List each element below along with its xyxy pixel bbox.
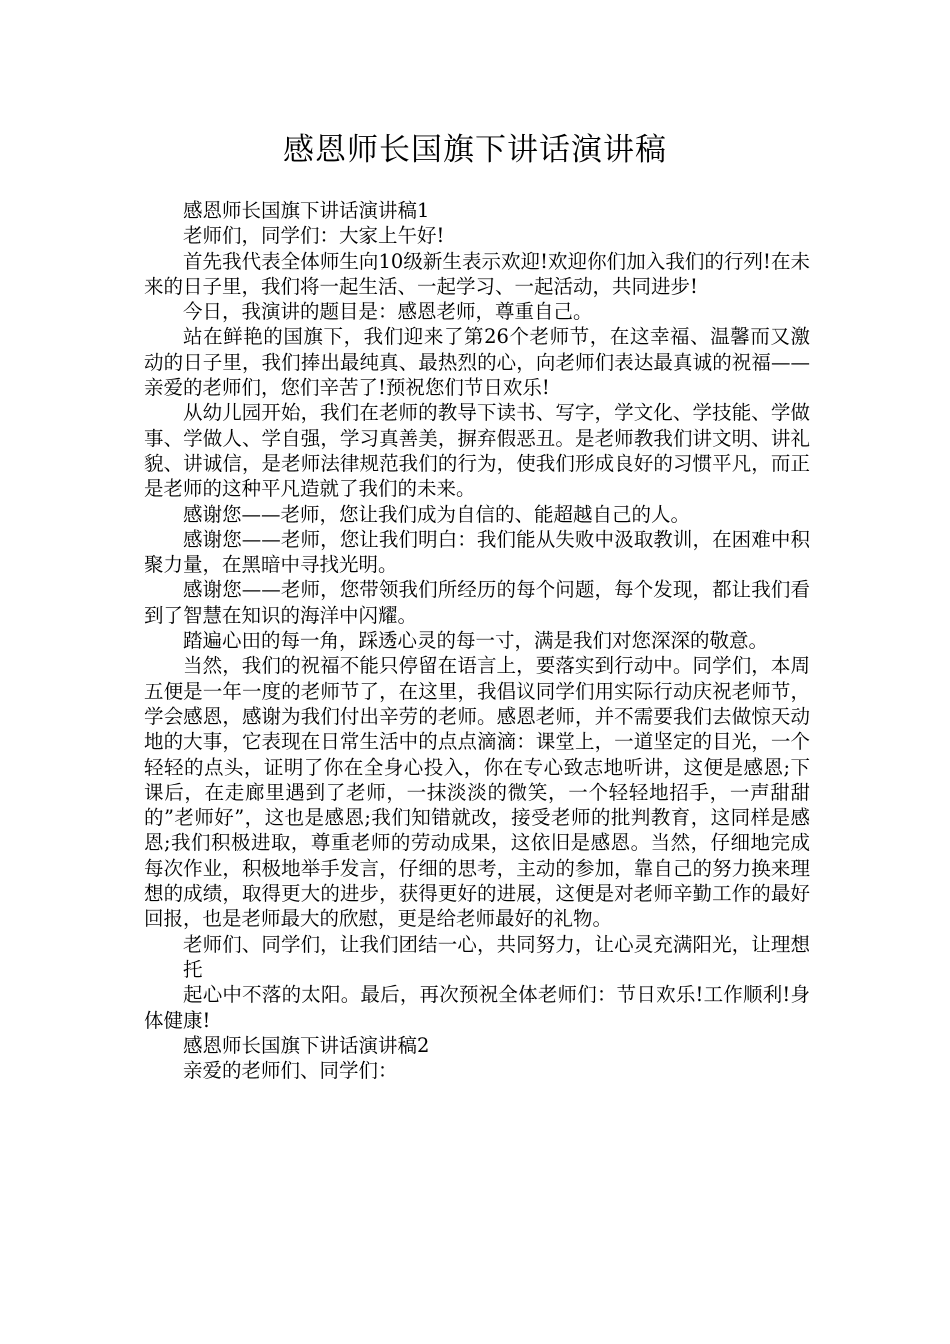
section-heading-2: 感恩师长国旗下讲话演讲稿2: [183, 1033, 430, 1057]
thanks-paragraph-3: 感谢您——老师，您带领我们所经历的每个问题，每个发现，都让我们看到了智慧在知识的海洋中闪耀。: [144, 578, 810, 627]
topic-paragraph: 今日，我演讲的题目是：感恩老师，尊重自己。: [183, 300, 593, 324]
document-title: 感恩师长国旗下讲话演讲稿: [283, 132, 667, 168]
respect-paragraph: 踏遍心田的每一角，踩透心灵的每一寸，满是我们对您深深的敬意。: [183, 629, 769, 653]
greeting-paragraph: 老师们，同学们：大家上午好!: [183, 224, 445, 248]
welcome-paragraph: 首先我代表全体师生向10级新生表示欢迎!欢迎你们加入我们的行列!在未来的日子里，我们将一起生活、一起学习、一起活动，共同进步!: [144, 249, 810, 298]
kindergarten-paragraph: 从幼儿园开始，我们在老师的教导下读书、写字，学文化、学技能、学做事、学做人、学自强，学习真善美，摒弃假恶丑。是老师教我们讲文明、讲礼貌、讲诚信，是老师法律规范我们的行为，使我们形成良好的习惯平凡，而正是老师的这种平凡造就了我们的未来。: [144, 401, 810, 501]
greeting-paragraph-2: 亲爱的老师们、同学们：: [183, 1059, 398, 1083]
section-heading-1: 感恩师长国旗下讲话演讲稿1: [183, 199, 430, 222]
unity-paragraph: 老师们、同学们，让我们团结一心，共同努力，让心灵充满阳光，让理想托: [183, 932, 810, 981]
thanks-paragraph-2: 感谢您——老师，您让我们明白：我们能从失败中汲取教训，在困难中积聚力量，在黑暗中寻找光明。: [144, 527, 810, 577]
action-paragraph: 当然，我们的祝福不能只停留在语言上，要落实到行动中。同学们，本周五便是一年一度的老师节了，在这里，我倡议同学们用实际行动庆祝老师节，学会感恩，感谢为我们付出辛劳的老师。感恩老师，并不需要我们去做惊天动地的大事，它表现在日常生活中的点点滴滴：课堂上，一道坚定的目光，一个轻轻的点头，证明了你在全身心投入，你在专心致志地听讲，这便是感恩;下课后，在走廊里遇到了老师，一抹淡淡的微笑，一个轻轻地招手，一声甜甜的”老师好”，这也是感恩;我们知错就改，接受老师的批判教育，这同样是感恩;我们积极进取，尊重老师的劳动成果，这依旧是感恩。当然，仔细地完成每次作业，积极地举手发言，仔细的思考，主动的参加，靠自己的努力换来理想的成绩，取得更大的进步，获得更好的进展，这便是对老师辛勤工作的最好回报，也是老师最大的欣慰，更是给老师最好的礼物。: [144, 654, 810, 931]
teachers-day-paragraph: 站在鲜艳的国旗下，我们迎来了第26个老师节，在这幸福、温馨而又激动的日子里，我们捧出最纯真、最热烈的心，向老师们表达最真诚的祝福——亲爱的老师们，您们辛苦了!预祝您们节日欢乐!: [144, 325, 810, 400]
closing-paragraph: 起心中不落的太阳。最后，再次预祝全体老师们：节日欢乐!工作顺利!身体健康!: [144, 983, 810, 1032]
thanks-paragraph-1: 感谢您——老师，您让我们成为自信的、能超越自己的人。: [183, 502, 691, 526]
document-body: [144, 198, 810, 1083]
